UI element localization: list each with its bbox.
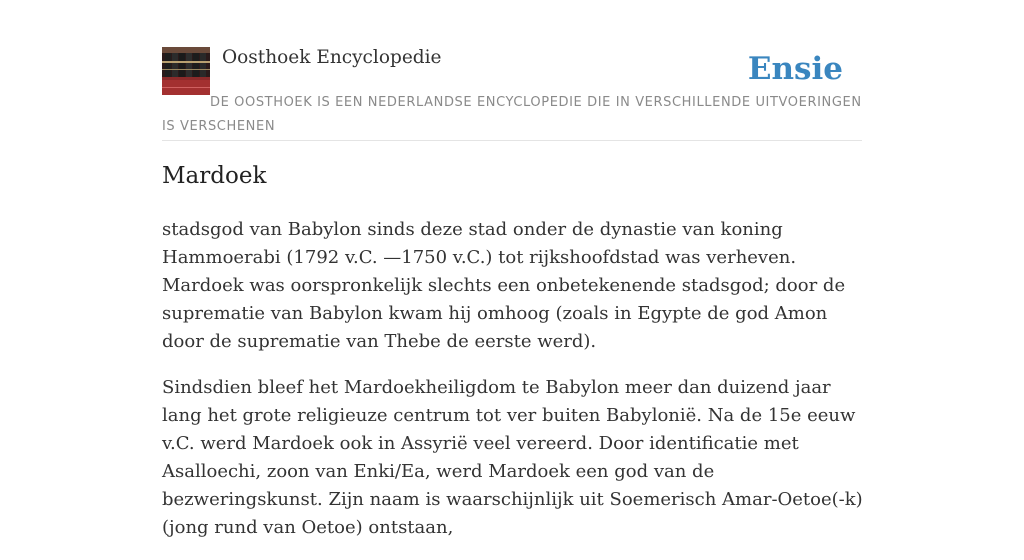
site-tagline: DE OOSTHOEK IS EEN NEDERLANDSE ENCYCLOPEDIE DIE IN VERSCHILLENDE UITVOERINGEN IS VERSCHENEN [162, 95, 862, 134]
avatar[interactable] [162, 47, 210, 95]
site-name[interactable]: Oosthoek Encyclopedie [222, 47, 442, 68]
brand-logo[interactable]: Ensie [747, 51, 843, 87]
book-spines-icon [162, 47, 210, 95]
site-header [162, 46, 862, 141]
article-paragraph: Sindsdien bleef het Mardoekheiligdom te Babylon meer dan duizend jaar lang het grote religieuze centrum tot ver buiten Babylonië. Na de 15e eeuw v.C. werd Mardoek ook in Assyrië veel vereerd. Door identificatie met Asalloechi, zoon van Enki/Ea, werd Mardoek een god van de bezweringskunst. Zijn naam is waarschijnlijk uit Soemerisch Amar-Oetoe(-k) (jong rund van Oetoe) ontstaan, [162, 377, 863, 538]
article-body [162, 216, 868, 560]
article-title: Mardoek [162, 163, 267, 189]
article-paragraph: stadsgod van Babylon sinds deze stad onder de dynastie van koning Hammoerabi (1792 v.C. —1750 v.C.) tot rijkshoofdstad was verheven. Mardoek was oorspronkelijk slechts een onbetekenende stadsgod; door de suprematie van Babylon kwam hij omhoog (zoals in Egypte de god Amon door de suprematie van Thebe de eerste werd). [162, 219, 846, 352]
